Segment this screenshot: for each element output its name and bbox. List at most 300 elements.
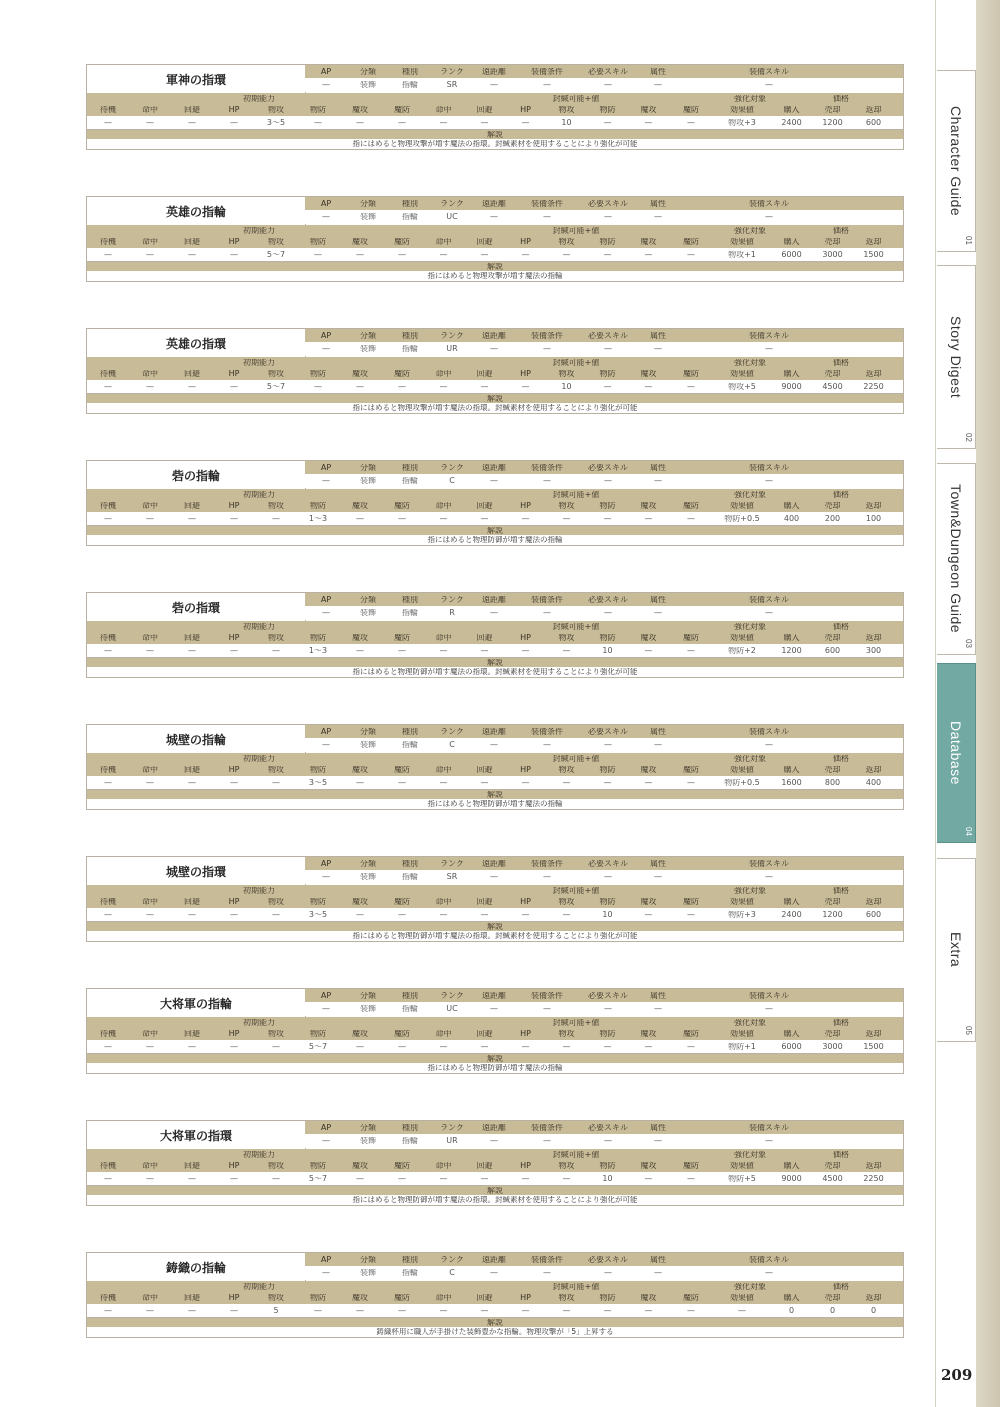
description-header: 解説 [487,394,503,403]
price-value: 2400 [781,910,802,919]
enhance-value: 物攻+5 [728,382,756,391]
stat-label: HP [228,634,240,642]
top-value-cell: C [449,741,455,749]
top-header-cell: AP [320,67,332,76]
seal-stat-label: 物攻 [558,502,575,510]
price-value: 400 [783,514,800,523]
top-value-cell: 指輪 [402,81,418,89]
price-value: 600 [865,118,882,127]
price-header: 価格 [833,886,849,895]
stat-label: 待機 [100,634,116,642]
top-header-cell: 必要スキル [588,1123,628,1132]
top-value-cell: — [543,213,551,221]
top-value-cell: — [490,213,498,221]
seal-stat-label: 物攻 [558,1030,575,1038]
item-entry [86,328,904,414]
stat-value: — [188,1174,196,1183]
price-value: 1200 [822,910,843,919]
price-label: 購入 [783,634,800,642]
top-value-cell: — [604,345,612,353]
seal-stat-value: — [480,1174,489,1183]
enhance-header: 強化対象 [734,226,766,235]
price-value: 6000 [781,250,802,259]
top-header-cell: 分類 [360,727,376,736]
top-header-cell: 種別 [402,991,418,1000]
seal-stat-value: — [480,1306,489,1315]
top-value-cell: — [654,345,662,353]
top-header-cell: ランク [440,67,464,76]
stat-value: — [314,118,322,127]
enhance-value-label: 効果値 [730,634,754,642]
stat-value: — [398,250,406,259]
seal-stat-label: HP [520,502,531,510]
top-header-cell: ランク [440,463,464,472]
seal-stat-value: — [644,1174,653,1183]
top-header-cell: 種別 [402,595,418,604]
enhance-value-label: 効果値 [730,106,754,114]
stat-value: — [146,778,154,787]
stat-label: 命中 [142,106,158,114]
top-header-cell: 必要スキル [588,595,628,604]
seal-stat-value: 10 [561,382,572,391]
price-header: 価格 [833,226,849,235]
price-value: 600 [824,646,841,655]
top-header-cell: ランク [440,331,464,340]
price-value: 0 [829,1306,836,1315]
price-value: 300 [865,646,882,655]
top-value-cell: — [490,873,498,881]
top-header-cell: 分類 [360,1255,376,1264]
top-value-cell: — [765,741,773,749]
tab-character-guide[interactable] [937,70,976,252]
stat-value: — [146,1306,154,1315]
price-label: 購入 [783,766,800,774]
seal-stat-value: — [603,778,612,787]
item-entry [86,196,904,282]
price-label: 返却 [865,238,882,246]
top-header-cell: AP [320,595,332,604]
stat-value: — [104,250,112,259]
seal-stat-label: 命中 [435,1030,452,1038]
item-entry [86,64,904,150]
top-header-cell: 装備スキル [749,67,789,76]
top-header-cell: 遠距離 [482,199,506,208]
top-header-cell: 装備条件 [531,991,563,1000]
seal-stat-value: — [439,514,448,523]
stat-label: 魔攻 [352,634,368,642]
top-header-cell: 分類 [360,1123,376,1132]
seal-stat-label: HP [520,1030,531,1038]
stat-label-row [87,1028,903,1040]
stat-value: 5 [273,1306,279,1315]
stat-label: 待機 [100,238,116,246]
price-value: 1500 [863,1042,884,1051]
stat-label: 回避 [184,370,200,378]
item-top-value-row [305,474,903,488]
price-value: 2250 [863,382,884,391]
top-header-cell: 遠距離 [482,1123,506,1132]
initial-stats-header: 初期能力 [243,622,275,631]
seal-stat-value: — [644,382,653,391]
page-edge-strip [976,0,1000,1407]
top-header-cell: AP [320,1255,332,1264]
stat-value: — [398,910,406,919]
top-value-cell: 装飾 [360,213,376,221]
item-top-header-row [305,1253,903,1266]
seal-header: 封緘可能+値 [552,226,600,235]
stat-label: 回避 [184,1030,200,1038]
stat-label: HP [228,106,240,114]
seal-stat-label: 魔攻 [640,238,657,246]
description-header: 解説 [487,658,503,667]
seal-stat-value: — [687,118,695,127]
seal-stat-label: 回避 [476,106,493,114]
item-entry [86,724,904,810]
seal-stat-label: 魔防 [683,1030,699,1038]
stat-label: 命中 [142,238,158,246]
price-label: 購入 [783,1162,800,1170]
top-value-cell: — [490,477,498,485]
price-value: 800 [824,778,841,787]
seal-stat-label: 魔防 [683,238,699,246]
stat-label: 回避 [184,238,200,246]
top-header-cell: 種別 [402,331,418,340]
seal-stat-label: 魔攻 [640,766,657,774]
seal-stat-label: HP [520,766,531,774]
seal-stat-label: 命中 [435,106,452,114]
stat-value-row [87,644,903,658]
stat-label: 魔攻 [352,1030,368,1038]
section-header-row [87,1149,903,1160]
seal-stat-value: — [562,514,571,523]
item-top-value-row [305,1134,903,1148]
seal-stat-label: 魔防 [683,766,699,774]
seal-stat-value: 10 [602,1174,613,1183]
stat-value: 3～5 [266,118,286,127]
stat-label-row [87,632,903,644]
top-value-cell: — [654,609,662,617]
top-header-cell: 必要スキル [588,463,628,472]
price-header: 価格 [833,1018,849,1027]
top-header-cell: 分類 [360,991,376,1000]
seal-stat-label: 命中 [435,634,452,642]
top-value-cell: 指輪 [402,1005,418,1013]
seal-stat-label: 魔攻 [640,898,657,906]
top-value-cell: — [322,1005,330,1013]
stat-value: — [230,382,238,391]
top-value-cell: — [322,741,330,749]
stat-value: — [104,1174,112,1183]
seal-stat-value: — [644,646,653,655]
stat-value: — [188,910,196,919]
top-header-cell: 装備スキル [749,595,789,604]
top-header-cell: 属性 [650,1123,666,1132]
top-value-cell: — [490,1137,498,1145]
stat-value: — [230,514,238,523]
price-label: 購入 [783,106,800,114]
stat-value: — [398,1306,406,1315]
top-header-cell: 種別 [402,463,418,472]
item-name: 砦の指輪 [87,461,306,490]
stat-label: 魔防 [394,238,410,246]
stat-value: — [356,1174,364,1183]
top-value-cell: 指輪 [402,345,418,353]
price-value: 1500 [863,250,884,259]
seal-stat-value: — [603,382,612,391]
top-value-cell: 装飾 [360,1269,376,1277]
stat-value: 1～3 [308,514,328,523]
top-value-cell: — [765,873,773,881]
stat-value: — [272,646,280,655]
top-header-cell: ランク [440,727,464,736]
enhance-value-label: 効果値 [730,238,754,246]
stat-label: 物攻 [268,1030,284,1038]
stat-label: 命中 [142,634,158,642]
item-name: 城壁の指輪 [87,725,306,754]
tab-label: Database [948,721,964,785]
item-top-header-row [305,329,903,342]
description-text: 指にはめると物理攻撃が増す魔法の指環。封緘素材を使用することにより強化が可能 [352,404,638,412]
item-entry [86,460,904,546]
stat-value: 5～7 [308,1174,328,1183]
price-label: 売却 [824,502,841,510]
seal-stat-value: — [562,910,571,919]
top-header-cell: 属性 [650,199,666,208]
top-value-cell: — [322,873,330,881]
section-header-row [87,885,903,896]
top-value-cell: 指輪 [402,1269,418,1277]
price-value: 4500 [822,1174,843,1183]
initial-stats-header: 初期能力 [243,1018,275,1027]
stat-label: 物攻 [268,238,284,246]
description-header-row [87,790,903,799]
stat-label: HP [228,1162,240,1170]
description-row [87,1063,903,1073]
item-top-value-row [305,210,903,224]
top-value-cell: — [654,477,662,485]
seal-stat-value: — [521,646,530,655]
stat-label: 魔攻 [352,106,368,114]
enhance-value: 物防+0.5 [724,514,760,523]
stat-value: — [314,250,322,259]
stat-label: HP [228,370,240,378]
stat-value: — [188,1306,196,1315]
seal-stat-value: — [439,118,448,127]
stat-label: 待機 [100,766,116,774]
top-header-cell: 装備条件 [531,67,563,76]
stat-value: — [314,1306,322,1315]
seal-stat-value: — [480,646,489,655]
stat-label: 魔防 [394,1030,410,1038]
tab-database[interactable] [937,663,976,843]
price-value: 6000 [781,1042,802,1051]
seal-stat-label: HP [520,238,531,246]
top-header-cell: 装備条件 [531,331,563,340]
enhance-value-label: 効果値 [730,1294,754,1302]
stat-label: 物防 [310,766,326,774]
stat-value: 5～7 [266,382,286,391]
stat-label: 命中 [142,898,158,906]
top-value-cell: — [322,213,330,221]
item-top-header-row [305,857,903,870]
tab-number: 05 [964,1026,973,1035]
section-header-row [87,1281,903,1292]
top-value-cell: — [604,1269,612,1277]
seal-stat-label: 魔防 [683,502,699,510]
seal-stat-label: 魔攻 [640,1162,657,1170]
price-label: 売却 [824,1162,841,1170]
top-value-cell: — [490,81,498,89]
price-label: 売却 [824,106,841,114]
top-header-cell: 属性 [650,727,666,736]
tab-extra[interactable] [937,858,976,1042]
seal-stat-label: 魔攻 [640,1030,657,1038]
stat-label: 物攻 [268,766,284,774]
stat-label: 魔攻 [352,1294,368,1302]
seal-stat-value: — [439,1174,448,1183]
description-text: 指にはめると物理防御が増す魔法の指環。封緘素材を使用することにより強化が可能 [352,932,638,940]
top-header-cell: 分類 [360,595,376,604]
description-header: 解説 [487,130,503,139]
description-row [87,271,903,281]
description-header: 解説 [487,262,503,271]
stat-value: 3～5 [308,910,328,919]
enhance-header: 強化対象 [734,622,766,631]
seal-stat-label: 物防 [599,238,616,246]
stat-value: — [188,514,196,523]
top-header-cell: 必要スキル [588,1255,628,1264]
stat-value: — [356,250,364,259]
seal-stat-label: 魔防 [683,898,699,906]
stat-value: — [146,514,154,523]
stat-value: — [230,1306,238,1315]
stat-label: 物防 [310,1294,326,1302]
seal-stat-value: 10 [561,118,572,127]
seal-stat-label: 魔攻 [640,502,657,510]
section-header-row [87,753,903,764]
seal-stat-label: HP [520,1294,531,1302]
seal-stat-value: — [480,778,489,787]
top-value-cell: — [654,213,662,221]
top-value-cell: — [322,477,330,485]
enhance-header: 強化対象 [734,1150,766,1159]
initial-stats-header: 初期能力 [243,1150,275,1159]
seal-stat-label: 物攻 [558,1294,575,1302]
stat-value: — [314,382,322,391]
stat-value: 3～5 [308,778,328,787]
top-header-cell: 必要スキル [588,859,628,868]
tab-town-dungeon-guide[interactable] [937,463,976,655]
enhance-value-label: 効果値 [730,1030,754,1038]
top-value-cell: — [765,477,773,485]
tab-number: 04 [964,827,973,836]
seal-stat-value: — [603,118,612,127]
seal-stat-value: — [521,118,530,127]
price-value: 1200 [781,646,802,655]
top-header-cell: 分類 [360,331,376,340]
stat-value: — [188,250,196,259]
stat-label-row [87,104,903,116]
stat-label: 命中 [142,1162,158,1170]
seal-stat-value: — [521,1042,530,1051]
description-header-row [87,1318,903,1327]
stat-value-row [87,1040,903,1054]
seal-stat-value: — [687,514,695,523]
stat-value: — [398,1174,406,1183]
seal-stat-value: — [562,1306,571,1315]
tab-label: Story Digest [948,315,964,399]
seal-stat-value: — [644,910,653,919]
stat-label: 魔防 [394,634,410,642]
seal-stat-label: 物攻 [558,766,575,774]
tab-story-digest[interactable] [937,265,976,449]
seal-stat-label: 魔攻 [640,634,657,642]
top-header-cell: 種別 [402,859,418,868]
top-value-cell: — [654,1269,662,1277]
top-header-cell: 属性 [650,331,666,340]
price-value: 9000 [781,1174,802,1183]
enhance-header: 強化対象 [734,94,766,103]
seal-stat-label: HP [520,634,531,642]
top-value-cell: — [322,81,330,89]
seal-stat-label: 回避 [476,1294,493,1302]
seal-stat-value: — [644,1306,653,1315]
seal-stat-value: — [480,382,489,391]
seal-stat-label: 回避 [476,238,493,246]
seal-header: 封緘可能+値 [552,622,600,631]
seal-stat-value: — [480,910,489,919]
stat-label: 回避 [184,502,200,510]
item-top-value-row [305,738,903,752]
price-value: 4500 [822,382,843,391]
stat-label: 待機 [100,502,116,510]
top-value-cell: — [322,1137,330,1145]
description-text: 鋳織杯用に職人が手掛けた装飾豊かな指輪。物理攻撃が「5」上昇する [376,1328,614,1336]
seal-stat-label: 物防 [599,1030,616,1038]
enhance-header: 強化対象 [734,754,766,763]
top-value-cell: — [604,81,612,89]
seal-stat-label: 魔攻 [640,1294,657,1302]
enhance-header: 強化対象 [734,1018,766,1027]
seal-stat-label: 魔攻 [640,370,657,378]
top-header-cell: 種別 [402,199,418,208]
stat-value: — [230,1042,238,1051]
price-label: 返却 [865,634,882,642]
price-value: 9000 [781,382,802,391]
top-value-cell: — [654,873,662,881]
price-label: 購入 [783,1294,800,1302]
description-header-row [87,658,903,667]
price-label: 売却 [824,1030,841,1038]
top-header-cell: 装備スキル [749,199,789,208]
seal-header: 封緘可能+値 [552,1282,600,1291]
seal-stat-label: 魔攻 [640,106,657,114]
top-header-cell: 分類 [360,463,376,472]
seal-stat-label: 物攻 [558,370,575,378]
stat-label-row [87,1160,903,1172]
seal-stat-label: 物攻 [558,634,575,642]
top-header-cell: ランク [440,991,464,1000]
description-header-row [87,262,903,271]
seal-stat-value: — [687,1042,695,1051]
seal-stat-label: 魔防 [683,1162,699,1170]
top-value-cell: — [654,741,662,749]
enhance-header: 強化対象 [734,358,766,367]
description-row [87,535,903,545]
top-value-cell: 指輪 [402,609,418,617]
stat-label-row [87,500,903,512]
top-header-cell: AP [320,331,332,340]
